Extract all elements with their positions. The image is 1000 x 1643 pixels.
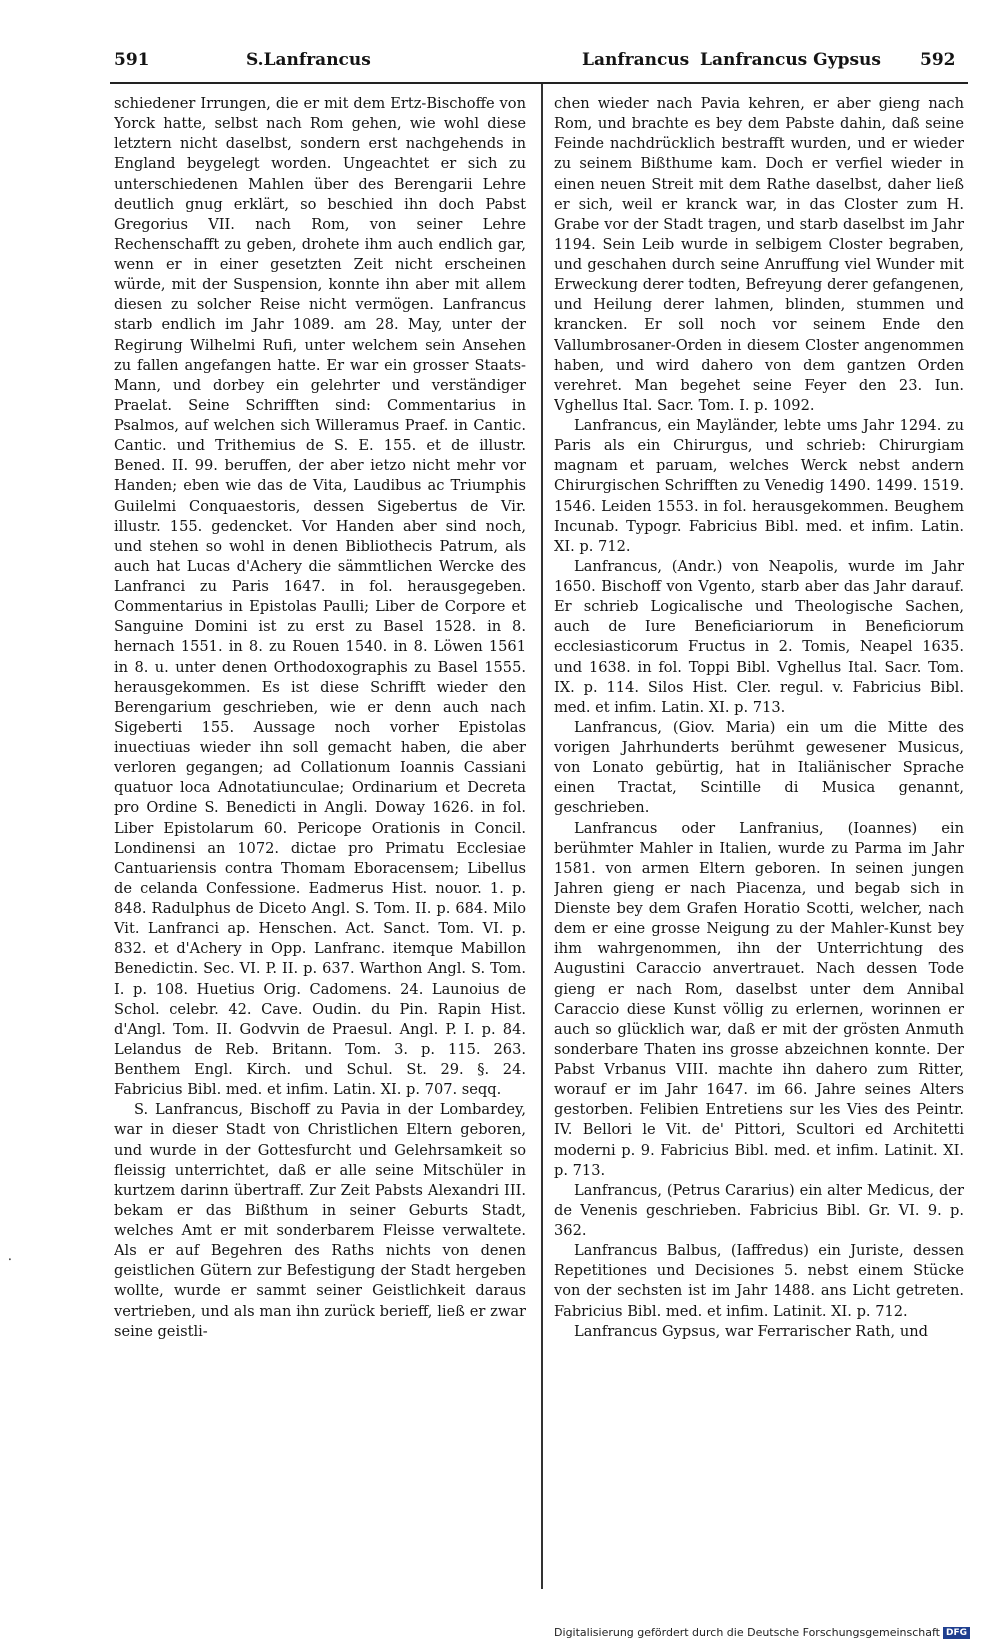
digitization-credit — [554, 1626, 970, 1639]
right-paragraph-2: Lanfrancus, ein Mayländer, lebte ums Jahr 1294. zu Paris als ein Chirurgus, und schrieb: Chirurgiam magnam et paruam, welches Werck nebst andern Chirurgischen Schrifften zu Venedig 1490. 1499. 1519. 1546. Leiden 1553. in fol. herausgekommen. Beughem Incunab. Typogr. Fabricius Bibl. med. et infim. Latin. XI. p. 712. — [554, 417, 964, 555]
running-head-right-2: Lanfrancus Gypsus — [700, 50, 881, 70]
right-paragraph-8: Lanfrancus Gypsus, war Ferrarischer Rath, und — [574, 1322, 928, 1340]
running-head-left: S.Lanfrancus — [246, 50, 371, 70]
page-number-left: 591 — [114, 50, 150, 70]
right-paragraph-6: Lanfrancus, (Petrus Cararius) ein alter Medicus, der de Venenis geschrieben. Fabricius Bibl. Gr. VI. 9. p. 362. — [554, 1181, 964, 1239]
left-column — [114, 94, 526, 1342]
right-paragraph-4: Lanfrancus, (Giov. Maria) ein um die Mitte des vorigen Jahrhunderts berühmt gewesener Musicus, von Lonato gebürtig, hat in Italiänischer Sprache einen Tractat, Scintille di Musica genannt, geschrieben. — [554, 718, 964, 817]
running-head-right-1: Lanfrancus — [582, 50, 690, 70]
right-paragraph-7: Lanfrancus Balbus, (Iaffredus) ein Juriste, dessen Repetitiones und Decisiones 5. nebst einem Stücke von der sechsten ist im Jahr 1488. ans Licht getreten. Fabricius Bibl. med. et infim. Latinit. XI. p. 712. — [554, 1242, 964, 1320]
header-rule — [110, 82, 968, 84]
left-paragraph-2: S. Lanfrancus, Bischoff zu Pavia in der Lombardey, war in dieser Stadt von Christlichen Eltern geboren, und wurde in der Gottesfurcht und Gelehrsamkeit so fleissig unterrichtet, daß er alle seine Mitschüler in kurtzem darinn übertraff. Zur Zeit Pabsts Alexandri III. bekam er das Bißthum in seiner Geburts Stadt, welches Amt er mit sonderbarem Fleisse verwaltete. Als er auf Begehren des Raths nichts von denen geistlichen Gütern zur Befestigung der Stadt hergeben wollte, wurde er sammt seiner Geistlichkeit daraus vertrieben, und als man ihn zurück berieff, ließ er zwar seine geistli- — [114, 1101, 526, 1340]
page-number-right: 592 — [920, 50, 956, 70]
right-column — [554, 94, 964, 1342]
credit-text: Digitalisierung gefördert durch die Deutsche Forschungsgemeinschaft — [554, 1626, 940, 1639]
dfg-logo: DFG — [943, 1627, 970, 1639]
right-paragraph-5: Lanfrancus oder Lanfranius, (Ioannes) ein berühmter Mahler in Italien, wurde zu Parma im Jahr 1581. von armen Eltern geboren. In seinen jungen Jahren gieng er nach Piacenza, und begab sich in Dienste bey dem Grafen Horatio Scotti, welcher, nach dem er eine grosse Neigung zu der Mahler-Kunst bey ihm wahrgenommen, ihn der Unterrichtung des Augustini Caraccio anvertrauet. Nach dessen Tode gieng er nach Rom, daselbst unter dem Annibal Caraccio diese Kunst völlig zu erlernen, worinnen er auch so glücklich war, daß er mit der grösten Anmuth sonderbare Thaten ins grosse abzeichnen konnte. Der Pabst Vrbanus VIII. machte ihn dahero zum Ritter, worauf er im Jahr 1647. im 66. Jahre seines Alters gestorben. Felibien Entretiens sur les Vies des Peintr. IV. Bellori le Vit. de' Pittori, Scultori ed Architetti moderni p. 9. Fabricius Bibl. med. et infim. Latinit. XI. p. 713. — [554, 819, 964, 1179]
column-divider — [541, 84, 543, 1589]
margin-mark: ⸳ — [8, 1250, 12, 1266]
right-paragraph-1: chen wieder nach Pavia kehren, er aber gieng nach Rom, und brachte es bey dem Pabste dahin, daß seine Feinde nachdrücklich bestrafft wurden, und er wieder zu seinem Bißthume kam. Doch er verfiel wieder in einen neuen Streit mit dem Rathe daselbst, daher ließ er sich, weil er kranck war, in das Closter zum H. Grabe vor der Stadt tragen, und starb daselbst im Jahr 1194. Sein Leib wurde in selbigem Closter begraben, und geschahen durch seine Anruffung viel Wunder mit Erweckung derer todten, Befreyung derer gefangenen, und Heilung derer lahmen, blinden, stummen und krancken. Er soll noch vor seinem Ende den Vallumbrosaner-Orden in diesem Closter angenommen haben, und wird dahero von dem gantzen Orden verehret. Man begehet seine Feyer den 23. Iun. Vghellus Ital. Sacr. Tom. I. p. 1092. — [554, 95, 964, 414]
left-paragraph-1: schiedener Irrungen, die er mit dem Ertz-Bischoffe von Yorck hatte, selbst nach Rom gehen, wie wohl diese letztern nicht daselbst, sondern erst nachgehends in England beygelegt worden. Ungeachtet er sich zu unterschiedenen Mahlen über des Berengarii Lehre deutlich gnug erklärt, so beschied ihn doch Pabst Gregorius VII. nach Rom, von seiner Lehre Rechenschafft zu geben, drohete ihm auch endlich gar, wenn er in einer gesetzten Zeit nicht erscheinen würde, mit der Suspension, konnte ihn aber mit allem diesen zu solcher Reise nicht vermögen. Lanfrancus starb endlich im Jahr 1089. am 28. May, unter der Regirung Wilhelmi Rufi, unter welchem sein Ansehen zu fallen angefangen hatte. Er war ein grosser Staats-Mann, und dorbey ein gelehrter und verständiger Praelat. Seine Schrifften sind: Commentarius in Psalmos, auf welchen sich Willeramus Praef. in Cantic. Cantic. und Trithemius de S. E. 155. et de illustr. Bened. II. 99. beruffen, der aber ietzo nicht mehr vor Handen; eben wie das de Vita, Laudibus ac Triumphis Guilelmi Conquaestoris, dessen Sigebertus de Vir. illustr. 155. gedencket. Vor Handen aber sind noch, und stehen so wohl in denen Bibliothecis Patrum, als auch hat Lucas d'Achery die sämmtlichen Wercke des Lanfranci zu Paris 1647. in fol. herausgegeben. Commentarius in Epistolas Paulli; Liber de Corpore et Sanguine Domini ist zu erst zu Basel 1528. in 8. hernach 1551. in 8. zu Rouen 1540. in 8. Löwen 1561 in 8. u. unter denen Orthodoxographis zu Basel 1555. herausgekommen. Es ist diese Schrifft wieder den Berengarium geschrieben, wie er denn auch nach Sigeberti 155. Aussage noch vorher Epistolas inuectiuas wieder ihn soll gemacht haben, die aber verloren gegangen; ad Collationum Ioannis Cassiani quatuor loca Adnotatiunculae; Ordinarium et Decreta pro Ordine S. Benedicti in Angli. Doway 1626. in fol. Liber Epistolarum 60. Pericope Orationis in Concil. Londinensi an 1072. dictae pro Primatu Ecclesiae Cantuariensis contra Thomam Eboracensem; Libellus de celanda Confessione. Eadmerus Hist. nouor. 1. p. 848. Radulphus de Diceto Angl. S. Tom. II. p. 684. Milo Vit. Lanfranci ap. Henschen. Act. Sanct. Tom. VI. p. 832. et d'Achery in Opp. Lanfranc. itemque Mabillon Benedictin. Sec. VI. P. II. p. 637. Warthon Angl. S. Tom. I. p. 108. Huetius Orig. Cadomens. 24. Launoius de Schol. celebr. 42. Cave. Oudin. du Pin. Rapin Hist. d'Angl. Tom. II. Godvvin de Praesul. Angl. P. I. p. 84. Lelandus de Reb. Britann. Tom. 3. p. 115. 263. Benthem Engl. Kirch. und Schul. St. 29. §. 24. Fabricius Bibl. med. et infim. Latin. XI. p. 707. seqq. — [114, 95, 526, 1099]
right-paragraph-3: Lanfrancus, (Andr.) von Neapolis, wurde im Jahr 1650. Bischoff von Vgento, starb aber das Jahr darauf. Er schrieb Logicalische und Theologische Sachen, auch de Iure Beneficiariorum in Beneficiorum ecclesiasticorum Fructus in 2. Tomis, Neapel 1635. und 1638. in fol. Toppi Bibl. Vghellus Ital. Sacr. Tom. IX. p. 114. Silos Hist. Cler. regul. v. Fabricius Bibl. med. et infim. Latin. XI. p. 713. — [554, 557, 964, 716]
